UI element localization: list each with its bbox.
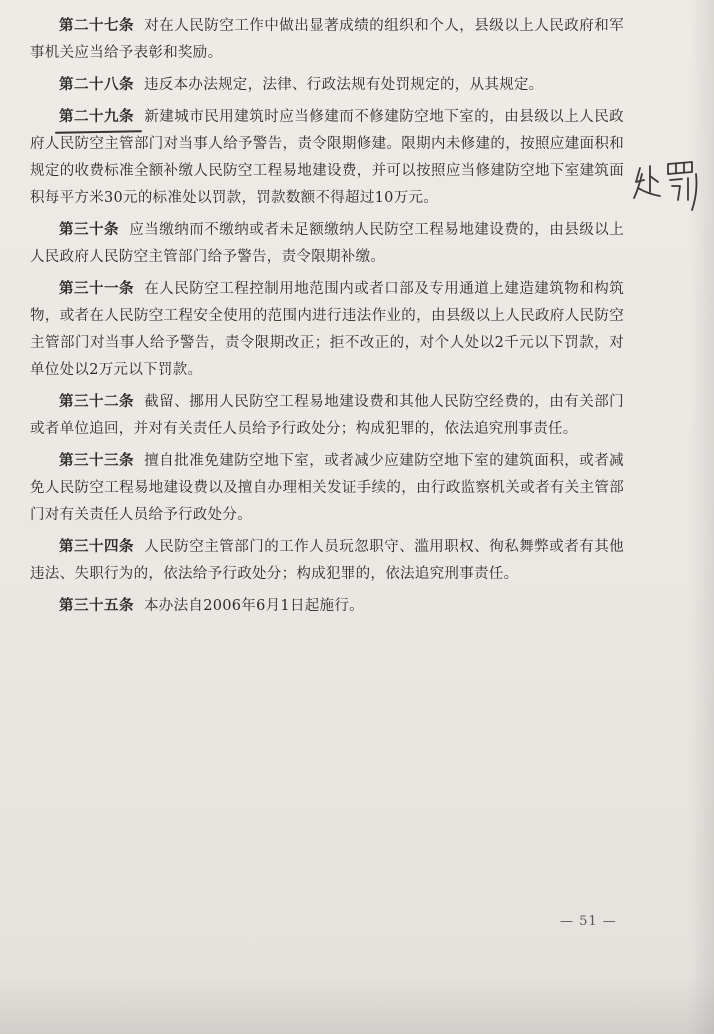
- article-34: [30, 533, 624, 588]
- article-text: 擅自批准免建防空地下室，或者减少应建防空地下室的建筑面积，或者减免人民防空工程易地建设费以及擅自办理相关发证手续的，由行政监察机关或者有关主管部门对有关责任人员给予行政处分。: [30, 453, 624, 523]
- article-label: 第三十一条: [59, 280, 134, 297]
- article-33: [30, 447, 624, 529]
- article-text: 对在人民防空工作中做出显著成绩的组织和个人，县级以上人民政府和军事机关应当给予表彰和奖励。: [30, 18, 624, 61]
- article-text: 本办法自2006年6月1日起施行。: [144, 598, 364, 614]
- article-27: [30, 12, 624, 67]
- article-label-underlined: [59, 103, 134, 130]
- article-text: 应当缴纳而不缴纳或者未足额缴纳人民防空工程易地建设费的，由县级以上人民政府人民防空主管部门给予警告，责令限期补缴。: [30, 222, 624, 265]
- page-shadow-bottom: [0, 974, 714, 1034]
- article-30: [30, 216, 624, 271]
- article-label: 第二十七条: [59, 17, 134, 34]
- article-31: [30, 275, 624, 384]
- article-29: [30, 103, 624, 212]
- article-text: 在人民防空工程控制用地范围内或者口部及专用通道上建造建筑物和构筑物，或者在人民防空工程安全使用的范围内进行违法作业的，由县级以上人民政府人民防空主管部门对当事人给予警告，责令限期改正；拒不改正的，对个人处以2千元以下罚款，对单位处以2万元以下罚款。: [30, 281, 624, 378]
- article-32: [30, 388, 624, 443]
- page-number: — 51 —: [560, 914, 617, 929]
- article-label: 第三十四条: [59, 538, 134, 555]
- article-text: 新建城市民用建筑时应当修建而不修建防空地下室的，由县级以上人民政府人民防空主管部门对当事人给予警告，责令限期修建。限期内未修建的，按照应建面积和规定的收费标准全额补缴人民防空工程易地建设费，并可以按照应当修建防空地下室建筑面积每平方米30元的标准处以罚款，罚款数额不得超过10万元。: [30, 109, 624, 206]
- document-body: [30, 12, 624, 624]
- article-label: 第三十二条: [59, 393, 134, 410]
- article-35: [30, 592, 624, 620]
- article-text: 截留、挪用人民防空工程易地建设费和其他人民防空经费的，由有关部门或者单位追回，并对有关责任人员给予行政处分；构成犯罪的，依法追究刑事责任。: [30, 394, 624, 437]
- article-label: 第三十五条: [59, 597, 134, 614]
- page-shadow-right: [688, 0, 714, 1034]
- article-28: [30, 71, 624, 99]
- article-label: 第三十条: [59, 221, 119, 238]
- article-text: 人民防空主管部门的工作人员玩忽职守、滥用职权、徇私舞弊或者有其他违法、失职行为的，依法给予行政处分；构成犯罪的，依法追究刑事责任。: [30, 539, 624, 582]
- article-label: 第三十三条: [59, 452, 134, 469]
- article-label-text: 第二十九条: [59, 108, 134, 125]
- article-text: 违反本办法规定，法律、行政法规有处罚规定的，从其规定。: [144, 77, 544, 93]
- article-label: 第二十八条: [59, 76, 134, 93]
- handwritten-underline: [55, 130, 142, 134]
